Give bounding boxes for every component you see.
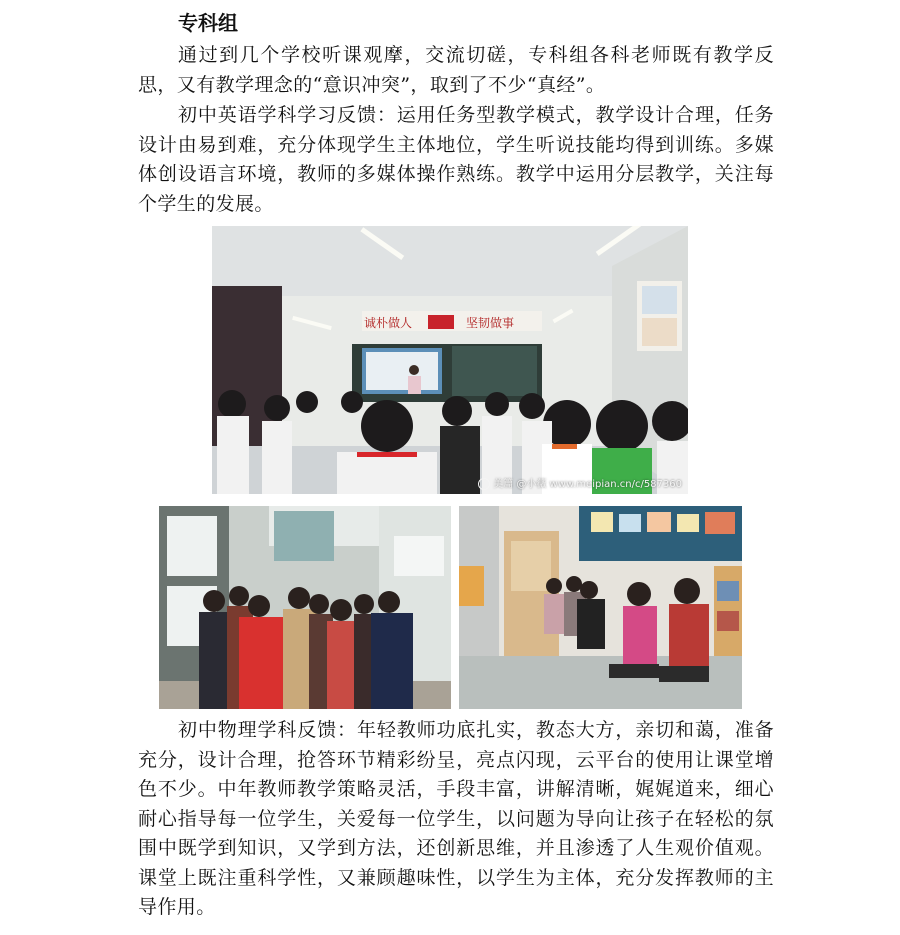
english-feedback-paragraph: 初中英语学科学习反馈：运用任务型教学模式，教学设计合理，任务设计由易到难，充分体现学生主体地位，学生听说技能均得到训练。多媒体创设语言环境，教师的多媒体操作熟练。教学中运用分层教学，关注每个学生的发展。: [138, 104, 774, 215]
classroom-photo: [212, 226, 688, 494]
meipian-logo-icon: [478, 478, 490, 490]
banner-right-text: 坚韧做事: [466, 316, 515, 330]
teachers-group-photo: [159, 506, 451, 709]
physics-feedback-paragraph: 初中物理学科反馈：年轻教师功底扎实，教态大方，亲切和蔼，准备充分，设计合理，抢答环节精彩纷呈，亮点闪现，云平台的使用让课堂增色不少。中年教师教学策略灵活，手段丰富，讲解清晰，娓娓道来，细心耐心指导每一位学生，关爱每一位学生，以问题为导向让孩子在轻松的氛围中既学到知识，又学到方法，还创新思维，并且渗透了人生观价值观。课堂上既注重科学性，又兼顾趣味性，以学生为主体，充分发挥教师的主导作用。: [138, 719, 774, 918]
teachers-observing-photo: [459, 506, 742, 709]
photo-watermark: 美篇 @小薇 www.meipian.cn/c/587360: [478, 475, 682, 490]
banner-left-text: 诚朴做人: [364, 316, 413, 330]
intro-paragraph: 通过到几个学校听课观摩，交流切磋，专科组各科老师既有教学反思，又有教学理念的“意识冲突”，取到了不少“真经”。: [138, 44, 774, 96]
section-heading: 专科组: [178, 11, 238, 35]
